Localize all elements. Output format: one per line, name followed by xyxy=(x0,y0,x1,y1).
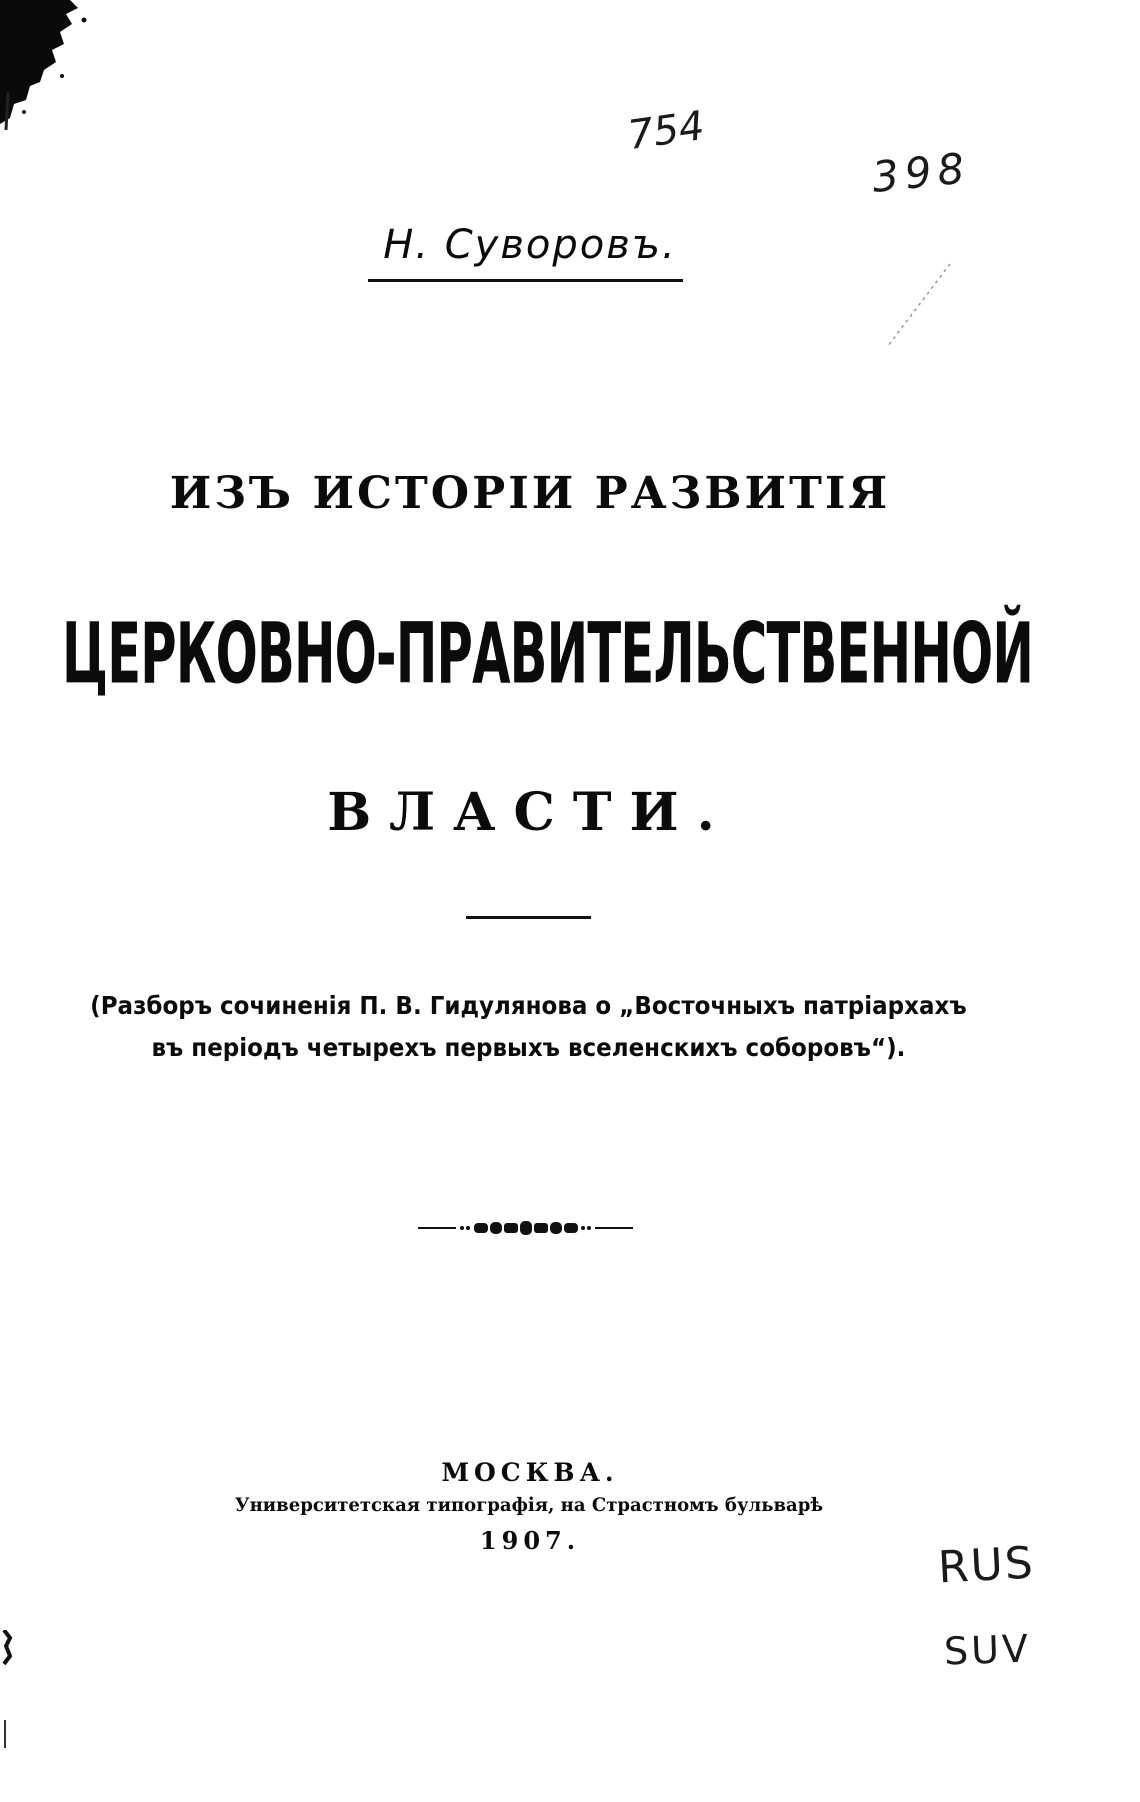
imprint-printer: Университетская типографія, на Страстномъ бульварѣ xyxy=(234,1494,824,1516)
subtitle-line-1: (Разборъ сочиненія П. В. Гидулянова о „Восточныхъ патріархахъ xyxy=(90,991,967,1020)
handwritten-catalog-lang: RUS xyxy=(936,1537,1036,1594)
decorative-ornament xyxy=(418,1218,633,1238)
edge-mark xyxy=(0,1630,14,1750)
imprint-city: МОСКВА. xyxy=(441,1458,619,1487)
handwritten-catalog-code: SUV xyxy=(943,1626,1032,1674)
title-line-3: ВЛАСТИ. xyxy=(327,782,733,843)
ink-blot-mark xyxy=(0,0,120,130)
title-line-1: ИЗЪ ИСТОРІИ РАЗВИТІЯ xyxy=(169,468,891,519)
title-divider-rule xyxy=(466,916,591,919)
author-name: Н. Суворовъ. xyxy=(383,222,677,268)
pencil-stroke-mark xyxy=(880,260,960,350)
imprint-year: 1907. xyxy=(479,1526,581,1555)
title-line-2: ЦЕРКОВНО-ПРАВИТЕЛЬСТВЕННОЙ xyxy=(62,604,1034,703)
subtitle-line-2: въ періодъ четырехъ первыхъ вселенскихъ соборовъ“). xyxy=(151,1033,906,1062)
handwritten-page-number: 398 xyxy=(869,143,973,202)
handwritten-shelf-number: 754 xyxy=(625,102,708,160)
subtitle xyxy=(4,985,1053,1069)
author-underline xyxy=(368,279,683,282)
